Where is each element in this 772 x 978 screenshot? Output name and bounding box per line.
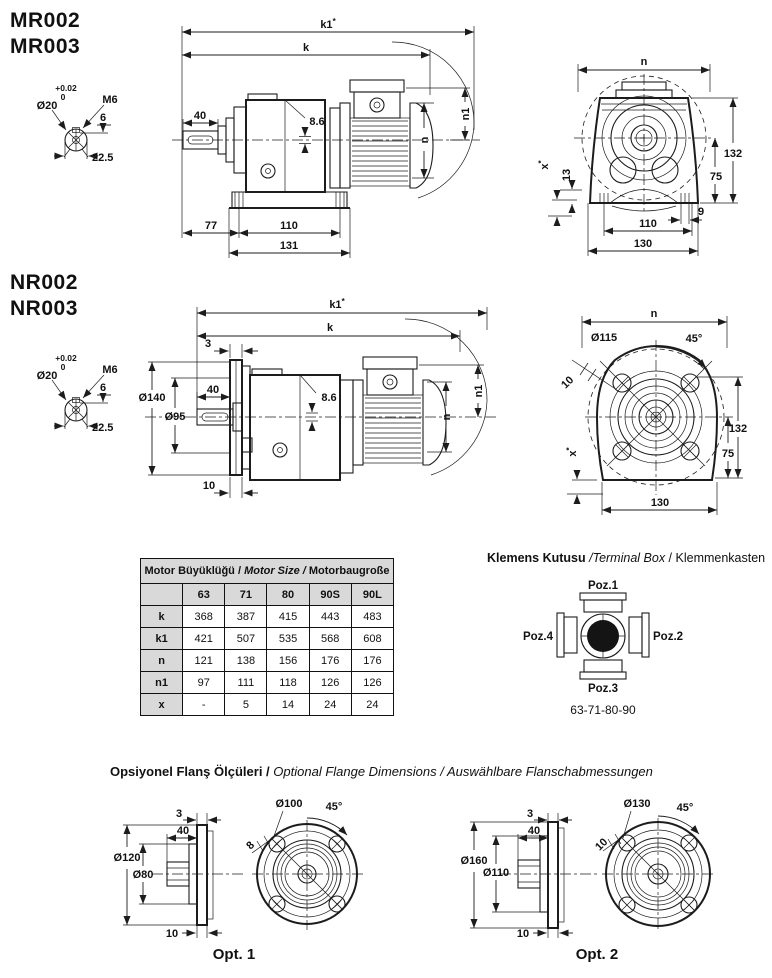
opt1-dim-120: Ø120 xyxy=(113,852,141,864)
model-mr002: MR002 xyxy=(10,9,81,32)
nr-key-width: 6 xyxy=(99,382,107,394)
table-cell: 507 xyxy=(225,628,267,650)
terminal-box-diagram xyxy=(523,580,683,717)
opt1-dim-100: Ø100 xyxy=(275,798,303,810)
nr-key-flat: 22.5 xyxy=(92,422,114,434)
mr-rear-dim-130: 130 xyxy=(633,238,653,250)
row-label: k1 xyxy=(141,628,183,650)
table-row-n1 xyxy=(141,672,394,694)
mr-shaft-diameter: Ø20 xyxy=(36,100,58,112)
table-header-63: 63 xyxy=(183,584,225,606)
mr-dim-77: 77 xyxy=(204,220,218,232)
table-cell: 126 xyxy=(309,672,351,694)
nr-dim-k1: k1* xyxy=(329,297,345,311)
mr-thread-size: M6 xyxy=(102,94,118,106)
table-cell: 138 xyxy=(225,650,267,672)
nr-tolerance-upper: +0.02 xyxy=(55,353,77,363)
opt1-dim-80: Ø80 xyxy=(132,869,154,881)
table-cell: 156 xyxy=(267,650,309,672)
opt2-dim-45: 45° xyxy=(676,802,694,814)
mr-dim-8-6: 8.6 xyxy=(309,116,325,128)
table-cell: 608 xyxy=(351,628,393,650)
opt2-caption: Opt. 2 xyxy=(575,946,619,963)
nr-dim-140: Ø140 xyxy=(138,392,166,404)
mr-key-width: 6 xyxy=(99,112,107,124)
table-header-90s: 90S xyxy=(309,584,351,606)
mr-rear-dim-9: 9 xyxy=(697,206,705,218)
nr-rear-dim-45: 45° xyxy=(685,333,703,345)
table-cell: 176 xyxy=(351,650,393,672)
table-cell: 24 xyxy=(309,694,351,716)
opt2-dim-160: Ø160 xyxy=(460,855,488,867)
mr-dim-k: k xyxy=(302,42,310,54)
mr-dim-n1: n1 xyxy=(460,107,472,121)
table-cell: 535 xyxy=(267,628,309,650)
terminal-box-title-en: /Terminal Box xyxy=(589,551,666,565)
mr-dim-n: n xyxy=(419,136,431,144)
mr-side-view xyxy=(172,17,480,258)
mr-tolerance-upper: +0.02 xyxy=(55,83,77,93)
nr-rear-dim-132: 132 xyxy=(728,423,748,435)
table-row-k1 xyxy=(141,628,394,650)
nr-thread-size: M6 xyxy=(102,364,118,376)
opt1-dim-3: 3 xyxy=(175,808,183,820)
table-cell: 14 xyxy=(267,694,309,716)
row-label: n1 xyxy=(141,672,183,694)
opt1-flange-drawing xyxy=(114,798,364,940)
opt1-dim-8: 8 xyxy=(244,839,258,853)
row-label: k xyxy=(141,606,183,628)
motor-size-table xyxy=(140,558,394,716)
nr-rear-view xyxy=(559,308,747,515)
table-title-de: Motorbaugroße xyxy=(308,565,390,577)
opt2-dim-130: Ø130 xyxy=(623,798,651,810)
table-cell: 443 xyxy=(309,606,351,628)
mr-rear-view xyxy=(537,56,742,256)
terminal-box-title-de: / Klemmenkasten xyxy=(665,551,766,565)
mr-rear-dim-x: x* xyxy=(537,160,551,170)
model-nr002: NR002 xyxy=(10,271,78,294)
table-cell: 126 xyxy=(351,672,393,694)
flange-section-title xyxy=(110,764,653,779)
table-cell: 568 xyxy=(309,628,351,650)
row-label: x xyxy=(141,694,183,716)
nr-dim-10: 10 xyxy=(202,480,216,492)
opt2-flange-drawing xyxy=(461,798,716,940)
flange-title-tr: Opsiyonel Flanş Ölçüleri xyxy=(110,764,263,779)
nr-rear-dim-x: x* xyxy=(565,447,579,457)
opt1-caption: Opt. 1 xyxy=(212,946,256,963)
model-mr003: MR003 xyxy=(10,35,81,58)
opt1-dim-40: 40 xyxy=(176,825,190,837)
opt1-dim-45: 45° xyxy=(325,801,343,813)
mr-rear-dim-13: 13 xyxy=(561,168,573,182)
mr-rear-dim-110: 110 xyxy=(639,218,657,230)
mr-dim-40: 40 xyxy=(193,110,207,122)
table-title-en: Motor Size / xyxy=(244,565,309,577)
mr-dim-110: 110 xyxy=(280,220,298,232)
nr-dim-8-6: 8.6 xyxy=(321,392,337,404)
nr-dim-n1: n1 xyxy=(473,384,485,398)
nr-dim-k: k xyxy=(326,322,334,334)
table-cell: 387 xyxy=(225,606,267,628)
nr-rear-dim-10: 10 xyxy=(559,374,577,392)
table-cell: 368 xyxy=(183,606,225,628)
mr-shaft-end-labels xyxy=(37,83,118,164)
nr-rear-dim-130: 130 xyxy=(650,497,670,509)
table-cell: 176 xyxy=(309,650,351,672)
nr-rear-dim-115: Ø115 xyxy=(590,332,618,344)
opt2-dim-110: Ø110 xyxy=(482,867,510,879)
nr-dim-3: 3 xyxy=(204,338,212,350)
table-row-k xyxy=(141,606,394,628)
table-cell: 24 xyxy=(351,694,393,716)
mr-rear-dim-n: n xyxy=(640,56,648,68)
table-header-90l: 90L xyxy=(351,584,393,606)
opt2-dim-10-bolt: 10 xyxy=(593,836,611,854)
flange-title-rest: Optional Flange Dimensions / Auswählbare Flanschabmessungen xyxy=(273,764,653,779)
poz2-label: Poz.2 xyxy=(653,631,684,643)
nr-tolerance-lower: 0 xyxy=(60,362,66,372)
table-row-x xyxy=(141,694,394,716)
nr-side-view xyxy=(139,297,497,498)
table-header-71: 71 xyxy=(225,584,267,606)
mr-key-flat: 22.5 xyxy=(92,152,114,164)
poz3-label: Poz.3 xyxy=(587,683,619,695)
model-nr003: NR003 xyxy=(10,297,78,320)
terminal-box-sizes: 63-71-80-90 xyxy=(570,703,636,717)
table-cell: 118 xyxy=(267,672,309,694)
table-cell: 5 xyxy=(225,694,267,716)
table-title xyxy=(141,559,394,584)
mr-rear-dim-75: 75 xyxy=(709,171,723,183)
flange-title-sep: / xyxy=(262,764,274,779)
poz1-label: Poz.1 xyxy=(587,580,619,592)
nr-rear-dim-75: 75 xyxy=(721,448,735,460)
table-corner-cell xyxy=(141,584,183,606)
mr-tolerance-lower: 0 xyxy=(60,92,66,102)
table-cell: 111 xyxy=(225,672,267,694)
table-cell: 483 xyxy=(351,606,393,628)
mr-dim-131: 131 xyxy=(279,240,299,252)
nr-dim-n: n xyxy=(441,413,453,421)
poz4-label: Poz.4 xyxy=(522,631,553,643)
nr-shaft-diameter: Ø20 xyxy=(36,370,58,382)
table-header-80: 80 xyxy=(267,584,309,606)
table-row-n xyxy=(141,650,394,672)
opt1-dim-10: 10 xyxy=(165,928,179,940)
table-title-tr: Motor Büyüklüğü / xyxy=(144,565,245,577)
table-cell: - xyxy=(183,694,225,716)
opt2-dim-40: 40 xyxy=(527,825,541,837)
nr-dim-40: 40 xyxy=(206,384,220,396)
table-cell: 97 xyxy=(183,672,225,694)
opt2-dim-3: 3 xyxy=(526,808,534,820)
table-cell: 415 xyxy=(267,606,309,628)
row-label: n xyxy=(141,650,183,672)
table-cell: 121 xyxy=(183,650,225,672)
opt2-dim-10: 10 xyxy=(516,928,530,940)
table-cell: 421 xyxy=(183,628,225,650)
nr-dim-95: Ø95 xyxy=(164,411,186,423)
nr-shaft-end-labels xyxy=(37,353,118,434)
mr-rear-dim-132: 132 xyxy=(723,148,743,160)
terminal-box-title-tr: Klemens Kutusu xyxy=(487,551,590,565)
nr-rear-dim-n: n xyxy=(650,308,658,320)
mr-dim-k1: k1* xyxy=(320,17,336,31)
terminal-box-title xyxy=(487,551,765,565)
